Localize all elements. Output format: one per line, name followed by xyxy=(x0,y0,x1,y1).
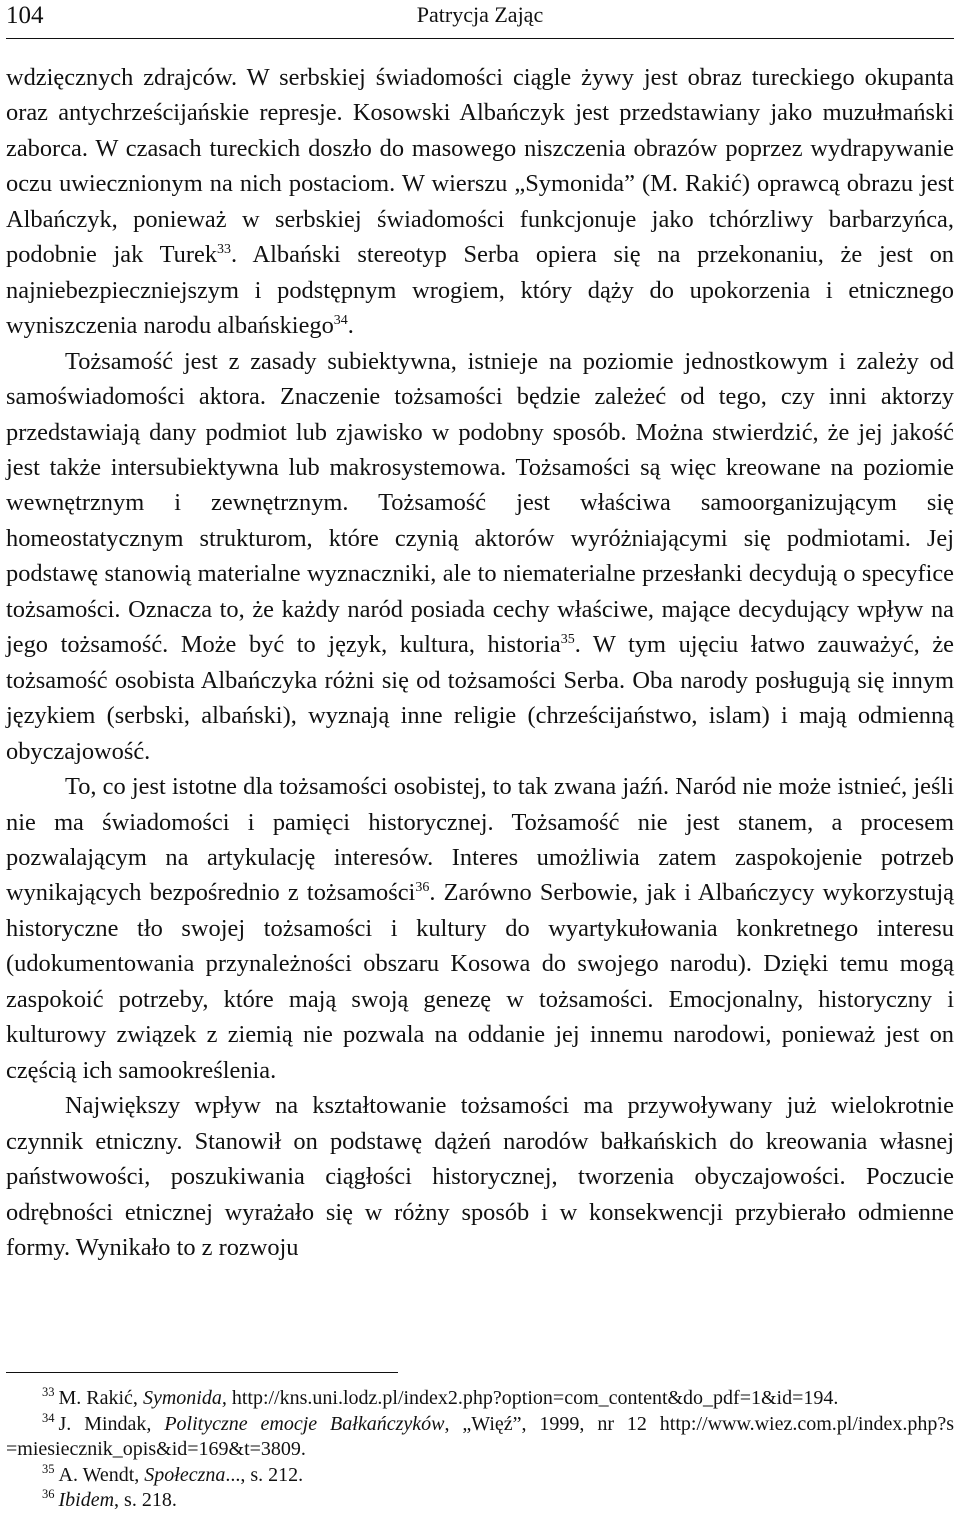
footnote-source: http://kns.uni.lodz.pl/index2.php?option=com_content&do_pdf=1&id=194. xyxy=(226,1387,839,1409)
footnote-title: Ibidem xyxy=(58,1489,115,1511)
footnote-title: Polityczne emocje Bałkańczyków xyxy=(164,1412,445,1435)
footnote-title: Społeczna xyxy=(144,1463,226,1486)
footnote-title: Symonida, xyxy=(142,1387,227,1409)
paragraph-2-text-b: . W tym ujęciu łatwo zauważyć, że tożsamość osobista Albańczyka różni się od tożsamości Serba. Oba narody posługują się innym językiem (serbski, albański), wyznają inne religie (chrześcijaństwo, islam) i mają odmienną obyczajowość. xyxy=(6,631,954,765)
footnote-separator xyxy=(6,1372,398,1373)
footnote-source: , „Więź”, 1999, nr 12 http://www.wiez.com.pl/index.php?s =miesiecznik_opis&id=169&t=3809. xyxy=(6,1412,955,1460)
footnote-source: , s. 218. xyxy=(114,1489,177,1511)
paragraph-4: Największy wpływ na kształtowanie tożsamości ma przywoływany już wielokrotnie czynnik etniczny. Stanowił on podstawę dążeń narodów bałkańskich do kreowania własnej państwowości, poszukiwania ciągłości historycznej, tworzenia obyczajowości. Poczucie odrębności etnicznej wyrażało się w różny sposób i w konsekwencji przybierało odmienne formy. Wynikało to z rozwoju xyxy=(6,1092,954,1261)
paragraph-2-text-a: Tożsamość jest z zasady subiektywna, istnieje na poziomie jednostkowym i zależy od samoświadomości aktora. Znaczenie tożsamości będzie zależeć od tego, czy inni aktorzy przedstawiają dany podmiot lub zjawisko w podobny sposób. Można stwierdzić, że jej jakość jest także intersubiektywna lub makrosystemowa. Tożsamości są więc kreowane na poziomie wewnętrznym i zewnętrznym. Tożsamość jest właściwa samoorganizującym się homeostatycznym strukturom, które czynią aktorów wyróżniającymi się podmiotami. Jej podstawę stanowią materialne wyznaczniki, ale to niematerialne przesłanki decydują o specyfice tożsamości. Oznacza to, że każdy naród posiada cechy właściwe, mające decydujący wpływ na jego tożsamość. Może być to język, kultura, historia xyxy=(6,347,954,659)
footnote-ref-36: 36 xyxy=(415,880,430,896)
footnote-author: A. Wendt, xyxy=(58,1463,145,1486)
footnote-author: J. Mindak, xyxy=(58,1412,165,1435)
paragraph-1-text-b: . Albański stereotyp Serba opiera się na przekonaniu, że jest on najniebezpieczniejszym i podstępnym wrogiem, który dąży do upokorzenia i etnicznego wyniszczenia narodu albańskiego xyxy=(6,241,954,340)
paragraph-1 xyxy=(6,60,954,344)
paragraph-3-text-a: To, co jest istotne dla tożsamości osobistej, to tak zwana jaźń. Naród nie może istnieć, jeśli nie ma świadomości i pamięci historycznej. Tożsamość nie jest stanem, a procesem pozwalającym na artykulację interesów. Interes umożliwia zatem zaspokojenie potrzeb wynikających bezpośrednio z tożsamości xyxy=(6,773,954,907)
footnote-number: 34 xyxy=(42,1410,55,1425)
body-text xyxy=(6,60,954,1265)
footnote-ref-35: 35 xyxy=(560,632,575,648)
paragraph-2 xyxy=(6,344,954,769)
page-number: 104 xyxy=(6,2,44,29)
footnote-number: 35 xyxy=(42,1461,55,1476)
footnote-33 xyxy=(6,1386,954,1412)
page-header xyxy=(6,0,954,42)
footnote-ref-34: 34 xyxy=(333,313,348,329)
footnote-source: ..., s. 212. xyxy=(225,1463,304,1486)
footnote-ref-33: 33 xyxy=(217,242,232,258)
header-rule xyxy=(6,38,954,39)
footnote-author: M. Rakić, xyxy=(58,1387,143,1409)
footnote-35 xyxy=(6,1463,954,1489)
paragraph-1-text-a: wdzięcznych zdrajców. W serbskiej świadomości ciągle żywy jest obraz tureckiego okupanta oraz antychrześcijańskie represje. Kosowski Albańczyk jest przedstawiany jako muzułmański zaborca. W czasach tureckich doszło do masowego niszczenia obrazów poprzez wydrapywanie oczu uwiecznionym na nich postaciom. W wierszu „Symonida” (M. Rakić) oprawcą obrazu jest Albańczyk, ponieważ w serbskiej świadomości funkcjonuje jako tchórzliwy barbarzyńca, podobnie jak Turek xyxy=(6,64,954,269)
paragraph-3 xyxy=(6,769,954,1088)
footnote-number: 33 xyxy=(42,1385,55,1400)
paragraph-3-text-b: . Zarówno Serbowie, jak i Albańczycy wykorzystują historyczne tło swojej tożsamości i kultury do wyartykułowania konkretnego interesu (udokumentowania przynależności obszaru Kosowa do swojego narodu). Dzięki temu mogą zaspokoić potrzeby, które mają swoją genezę w tożsamości. Emocjonalny, historyczny i kulturowy związek z ziemią nie pozwala na oddanie jej innemu narodowi, ponieważ jest on częścią ich samookreślenia. xyxy=(6,879,955,1084)
footnote-number: 36 xyxy=(42,1487,55,1502)
footnote-34 xyxy=(6,1412,954,1463)
running-title: Patrycja Zając xyxy=(416,2,544,27)
footnotes xyxy=(6,1386,954,1514)
footnote-36 xyxy=(6,1488,954,1514)
paragraph-1-text-c: . xyxy=(347,312,354,340)
